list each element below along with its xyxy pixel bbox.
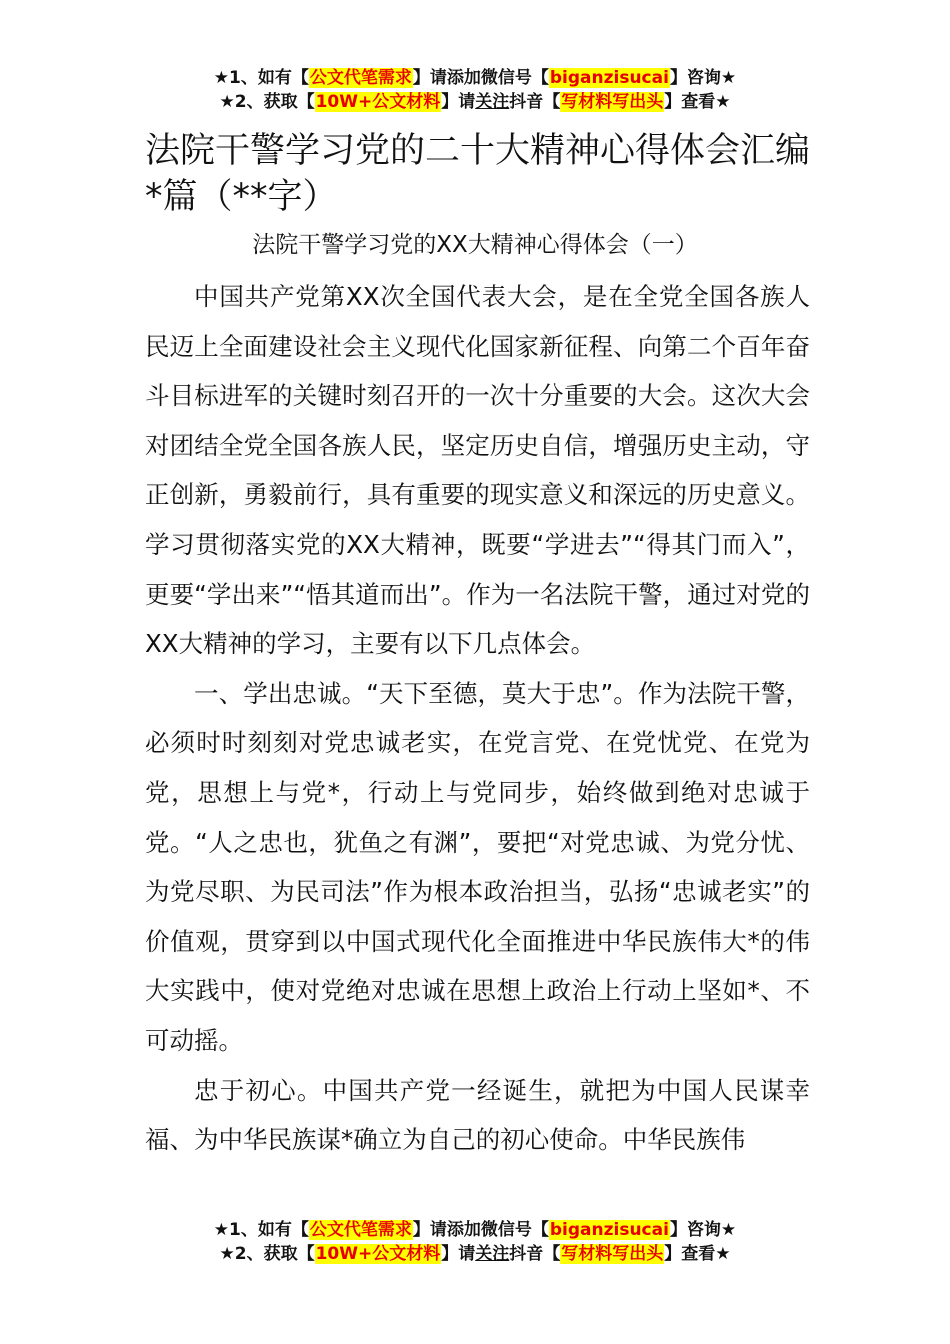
ad-text: 】咨询★ [669, 1220, 737, 1240]
ad-emphasis: 关注 [475, 1244, 510, 1264]
ad-highlight: 公文代笔需求 [309, 68, 412, 88]
ad-text: 】请 [412, 68, 447, 88]
ad-emphasis: 添加 [446, 1220, 481, 1240]
ad-highlight: 写材料写出头 [561, 1244, 664, 1264]
ad-text: 】咨询★ [669, 68, 737, 88]
footer-ad-line-1 [0, 1218, 950, 1242]
footer-ad [0, 1218, 950, 1266]
ad-emphasis: 关注 [475, 92, 510, 112]
document-title: 法院干警学习党的二十大精神心得体会汇编*篇（**字） [145, 131, 811, 217]
ad-text: 】请 [441, 1244, 476, 1264]
ad-highlight: 10W+公文材料 [315, 1244, 441, 1264]
document-subtitle: 法院干警学习党的XX大精神心得体会（一） [252, 232, 698, 258]
ad-highlight: biganzisucai [549, 68, 669, 88]
footer-ad-line-2 [0, 1242, 950, 1266]
ad-text: 微信号【 [480, 1220, 549, 1240]
ad-text: ★2、获取【 [219, 1244, 315, 1264]
ad-text: 】查看★ [664, 92, 731, 112]
ad-text: 抖音【 [509, 92, 561, 112]
ad-emphasis: 添加 [446, 68, 481, 88]
body-paragraph-2: 一、学出忠诚。“天下至德，莫大于忠”。作为法院干警，必须时时刻刻对党忠诚老实，在党言党、在党忧党、在党为党，思想上与党*，行动上与党同步，始终做到绝对忠诚于党。“人之忠也，犹鱼之有渊”，要把“对党忠诚、为党分忧、为党尽职、为民司法”作为根本政治担当，弘扬“忠诚老实”的价值观，贯穿到以中国式现代化全面推进中华民族伟大*的伟大实践中，使对党绝对忠诚在思想上政治上行动上坚如*、不可动摇。 [145, 678, 810, 1055]
body-paragraph-1: 中国共产党第XX次全国代表大会，是在全党全国各族人民迈上全面建设社会主义现代化国家新征程、向第二个百年奋斗目标进军的关键时刻召开的一次十分重要的大会。这次大会对团结全党全国各族人民，坚定历史自信，增强历史主动，守正创新，勇毅前行，具有重要的现实意义和深远的历史意义。学习贯彻落实党的XX大精神，既要“学进去”“得其门而入”，更要“学出来”“悟其道而出”。作为一名法院干警，通过对党的XX大精神的学习，主要有以下几点体会。 [145, 282, 810, 659]
document-body [145, 272, 810, 1165]
ad-text: 】查看★ [664, 1244, 731, 1264]
ad-text: 】请 [412, 1220, 447, 1240]
ad-highlight: 写材料写出头 [561, 92, 664, 112]
ad-text: 】请 [441, 92, 476, 112]
ad-text: ★1、如有【 [213, 68, 309, 88]
header-ad-line-1 [0, 66, 950, 90]
ad-text: 抖音【 [509, 1244, 561, 1264]
body-paragraph-3: 忠于初心。中国共产党一经诞生，就把为中国人民谋幸福、为中华民族谋*确立为自己的初心使命。中华民族伟 [145, 1075, 810, 1155]
ad-text: 微信号【 [480, 68, 549, 88]
ad-text: ★1、如有【 [213, 1220, 309, 1240]
header-ad-line-2 [0, 90, 950, 114]
ad-text: ★2、获取【 [219, 92, 315, 112]
ad-highlight: 公文代笔需求 [309, 1220, 412, 1240]
ad-highlight: 10W+公文材料 [315, 92, 441, 112]
header-ad [0, 66, 950, 114]
ad-highlight: biganzisucai [549, 1220, 669, 1240]
